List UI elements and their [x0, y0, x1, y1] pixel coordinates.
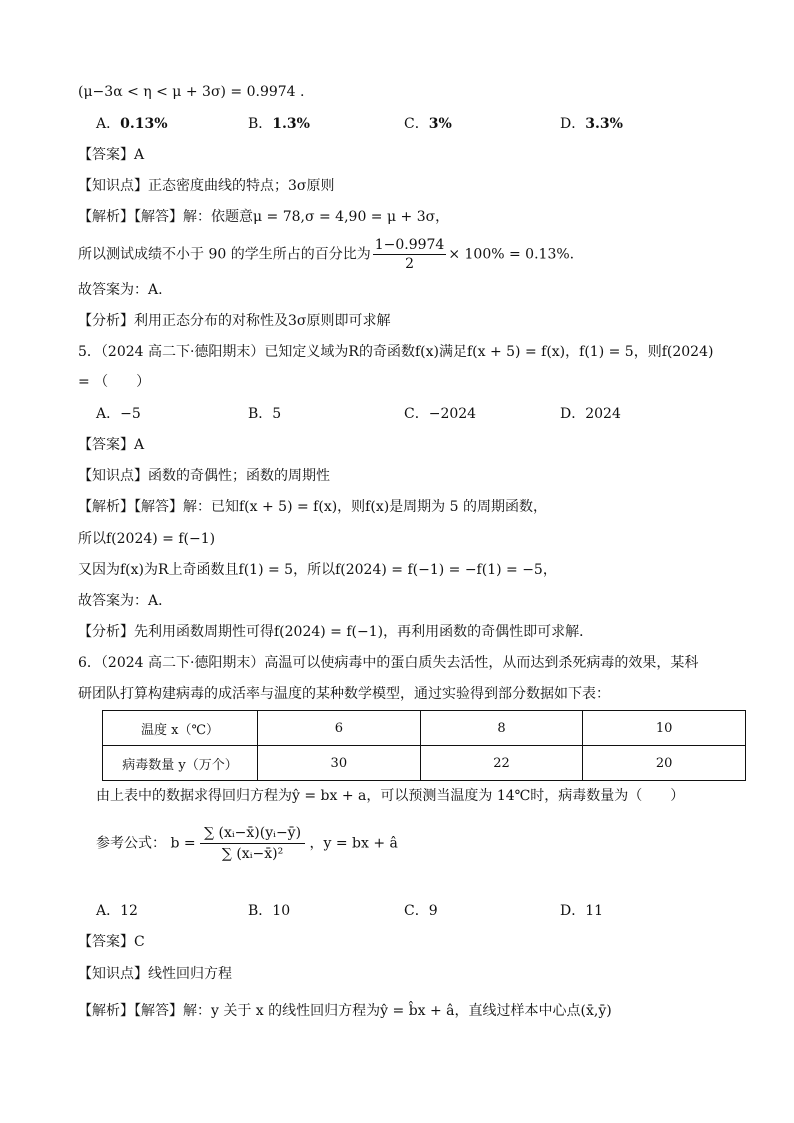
q4-conclusion: 故答案为：A. [78, 282, 163, 298]
q5-fenxi: 【分析】先利用函数周期性可得f(2024) = f(−1)，再利用函数的奇偶性即可求解． [78, 624, 594, 640]
data-table [102, 710, 746, 781]
regression-fraction: $\frac{\text{∑ (xᵢ−x̄)(yᵢ−ȳ)}}{\text{∑ (xᵢ−x̄)²}}$ [200, 825, 305, 862]
table-cell: 30 [258, 746, 421, 781]
q4-answer: 【答案】A [78, 147, 145, 163]
q4-option-a: A．0.13% [96, 116, 168, 132]
probability-line: (μ−3α < η < μ + 3σ) = 0.9974 . [78, 84, 305, 100]
q4-option-b: B．1.3% [248, 116, 310, 132]
table-header-virus-count: 病毒数量 y（万个） [103, 746, 258, 781]
table-cell: 22 [420, 746, 583, 781]
q5-answer: 【答案】A [78, 437, 145, 453]
table-cell: 10 [583, 711, 746, 746]
q5-option-c: C．−2024 [404, 406, 477, 422]
table-cell: 6 [258, 711, 421, 746]
table-cell: 8 [420, 711, 583, 746]
q6-option-c: C．9 [404, 903, 438, 919]
q5-analysis-3: 又因为f(x)为R上奇函数且f(1) = 5，所以f(2024) = f(−1) = −f(1) = −5， [78, 562, 557, 578]
q6-analysis-1: 【解析】【解答】解：y 关于 x 的线性回归方程为ŷ = b̂x + â，直线过样本中心点(x̄,ȳ) [78, 1003, 612, 1019]
table-row [103, 746, 746, 781]
q6-option-a: A．12 [96, 903, 138, 919]
table-header-temperature: 温度 x（℃） [103, 711, 258, 746]
q4-analysis-2: 所以测试成绩不小于 90 的学生所占的百分比为 $\frac{1-0.9974}{2}$ × 100% = 0.13%. [78, 237, 575, 272]
q4-option-d: D．3.3% [560, 116, 623, 132]
q4-fenxi: 【分析】利用正态分布的对称性及3σ原则即可求解 [78, 313, 391, 329]
q5-analysis-1: 【解析】【解答】解：已知f(x + 5) = f(x)，则f(x)是周期为 5 的周期函数， [78, 499, 547, 515]
q6-stem-2: 研团队打算构建病毒的成活率与温度的某种数学模型，通过实验得到部分数据如下表： [78, 686, 610, 702]
q4-analysis-1: 【解析】【解答】解：依题意μ = 78,σ = 4,90 = μ + 3σ， [78, 209, 450, 225]
q5-option-d: D．2024 [560, 406, 621, 422]
q4-option-c: C．3% [404, 116, 452, 132]
table-row [103, 711, 746, 746]
q5-option-b: B．5 [248, 406, 282, 422]
q6-option-b: B．10 [248, 903, 291, 919]
q6-stem-1: 6．（2024 高二下·德阳期末）高温可以使病毒中的蛋白质失去活性，从而达到杀死病毒的效果，某科 [78, 655, 699, 671]
q5-stem-1: 5．（2024 高二下·德阳期末）已知定义域为R的奇函数f(x)满足f(x + 5) = f(x)，f(1) = 5，则f(2024) [78, 344, 714, 360]
q6-knowledge: 【知识点】线性回归方程 [78, 966, 232, 982]
q5-conclusion: 故答案为：A． [78, 593, 173, 609]
q6-answer: 【答案】C [78, 934, 145, 950]
q6-stem-3: 由上表中的数据求得回归方程为ŷ = bx + a，可以预测当温度为 14℃时，病毒数量为（ ） [96, 788, 685, 804]
q6-option-d: D．11 [560, 903, 604, 919]
q5-stem-2: = （ ） [78, 374, 151, 390]
q5-knowledge: 【知识点】函数的奇偶性；函数的周期性 [78, 468, 330, 484]
reference-formula: 参考公式： b = $\frac{\text{∑ (xᵢ−x̄)(yᵢ−ȳ)}}{\text{∑ (xᵢ−x̄)²}}$ ，y = bx + â [96, 825, 398, 862]
q4-knowledge: 【知识点】正态密度曲线的特点；3σ原则 [78, 178, 335, 194]
table-cell: 20 [583, 746, 746, 781]
q5-analysis-2: 所以f(2024) = f(−1) [78, 531, 216, 547]
q5-option-a: A．−5 [96, 406, 141, 422]
percent-fraction: $\frac{1-0.9974}{2}$ [374, 237, 445, 272]
